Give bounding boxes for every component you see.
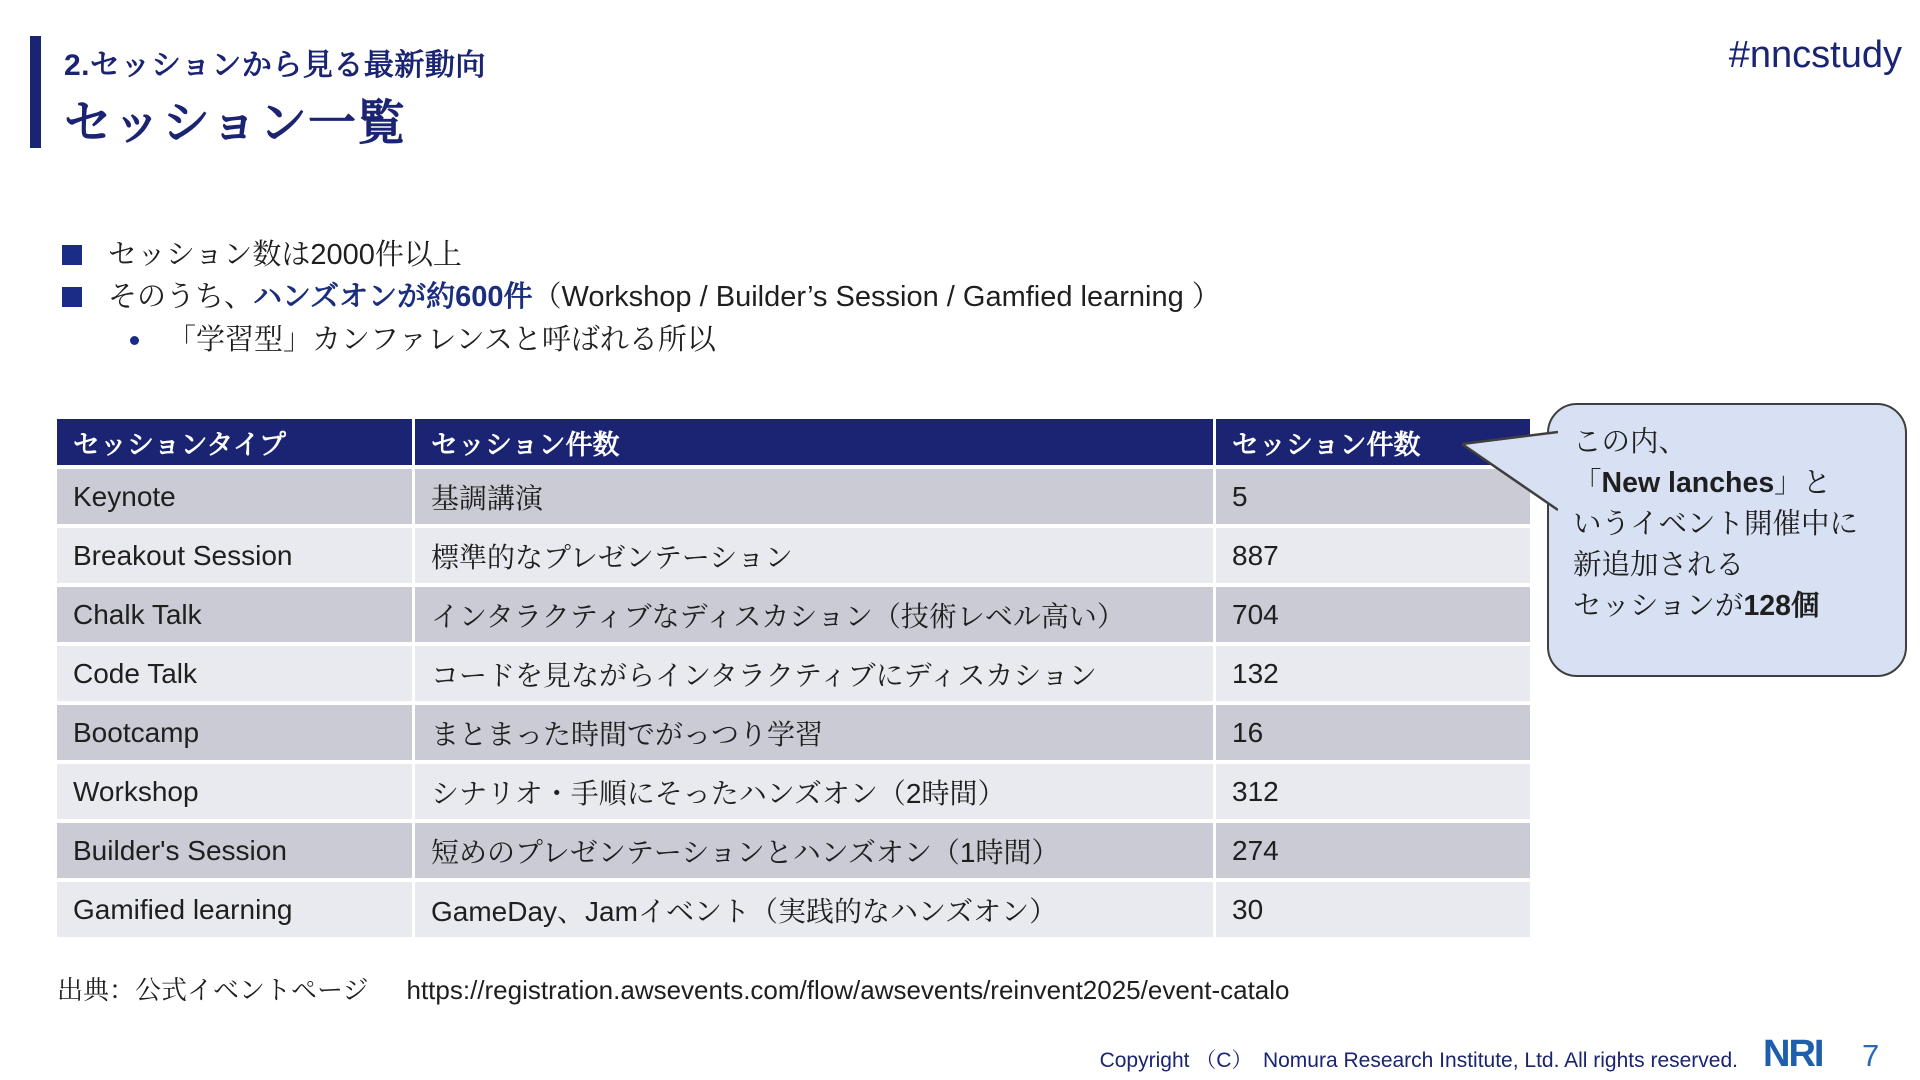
bullet-item-1-text: セッション数は2000件以上	[108, 239, 462, 271]
bullet-item-1	[62, 234, 1221, 276]
table-cell-type: Code Talk	[57, 646, 412, 701]
table-cell-type: Workshop	[57, 764, 412, 819]
table-cell-desc: GameDay、Jamイベント（実践的なハンズオン）	[415, 882, 1213, 937]
bullet-list	[62, 234, 1221, 362]
title-accent-bar	[30, 36, 41, 148]
table-cell-desc: 標準的なプレゼンテーション	[415, 528, 1213, 583]
bullet-item-2-suffix: （Workshop / Builder’s Session / Gamfied learning ）	[532, 281, 1221, 313]
callout-line-5-prefix: セッションが	[1573, 590, 1744, 622]
dot-bullet-icon	[130, 336, 139, 345]
table-cell-count: 16	[1216, 705, 1530, 760]
copyright-text: Copyright （C） Nomura Research Institute, Ltd. All rights reserved.	[1099, 1049, 1738, 1072]
session-table	[57, 419, 1530, 937]
table-cell-type: Gamified learning	[57, 882, 412, 937]
table-cell-type: Bootcamp	[57, 705, 412, 760]
table-header-description: セッション件数	[415, 419, 1213, 465]
bullet-item-2-highlight: ハンズオンが約600件	[253, 281, 533, 313]
table-cell-type: Breakout Session	[57, 528, 412, 583]
table-cell-desc: 基調講演	[415, 469, 1213, 524]
table-cell-count: 274	[1216, 823, 1530, 878]
table-header-type: セッションタイプ	[57, 419, 412, 465]
table-cell-type: Chalk Talk	[57, 587, 412, 642]
table-header-count: セッション件数	[1216, 419, 1530, 465]
sub-bullet-item	[130, 318, 1221, 362]
table-cell-desc: シナリオ・手順にそったハンズオン（2時間）	[415, 764, 1213, 819]
callout-line-5	[1573, 586, 1895, 627]
source-url: https://registration.awsevents.com/flow/awsevents/reinvent2025/event-catalo	[406, 975, 1290, 1005]
table-cell-desc: 短めのプレゼンテーションとハンズオン（1時間）	[415, 823, 1213, 878]
table-cell-count: 704	[1216, 587, 1530, 642]
bullet-item-2	[62, 276, 1221, 318]
hashtag-label: #nncstudy	[1728, 34, 1902, 76]
section-title: 2.セッションから見る最新動向	[64, 49, 486, 82]
table-cell-count: 132	[1216, 646, 1530, 701]
page-number: 7	[1862, 1038, 1880, 1073]
table-cell-count: 312	[1216, 764, 1530, 819]
source-label: 出典：公式イベントページ	[57, 975, 369, 1005]
table-cell-desc: インタラクティブなディスカション（技術レベル高い）	[415, 587, 1213, 642]
callout-line-4: 新追加される	[1573, 549, 1745, 581]
page-title: セッション一覧	[64, 97, 407, 150]
source-line	[57, 970, 1290, 1007]
table-cell-desc: コードを見ながらインタラクティブにディスカション	[415, 646, 1213, 701]
bullet-item-2-text	[108, 276, 1221, 318]
callout-line-2-close: 」と	[1774, 467, 1832, 499]
table-cell-count: 30	[1216, 882, 1530, 937]
square-bullet-icon	[62, 245, 82, 265]
callout-line-2-open: 「	[1573, 467, 1602, 499]
callout-line-2-bold: New lanches	[1601, 467, 1775, 499]
bullet-item-2-prefix: そのうち、	[108, 281, 254, 313]
square-bullet-icon	[62, 287, 82, 307]
table-cell-count: 887	[1216, 528, 1530, 583]
sub-bullet-text: 「学習型」カンファレンスと呼ばれる所以	[167, 324, 716, 356]
callout-bubble	[1547, 403, 1907, 677]
callout-line-2	[1573, 463, 1895, 504]
table-cell-desc: まとまった時間でがっつり学習	[415, 705, 1213, 760]
callout-line-5-bold: 128個	[1743, 590, 1820, 622]
table-cell-type: Builder's Session	[57, 823, 412, 878]
table-cell-count: 5	[1216, 469, 1530, 524]
nri-logo: NRI	[1763, 1033, 1823, 1075]
callout-line-3: いうイベント開催中に	[1573, 508, 1859, 540]
callout-tail-icon	[1462, 429, 1558, 514]
table-cell-type: Keynote	[57, 469, 412, 524]
callout-line-1: この内、	[1573, 426, 1688, 458]
